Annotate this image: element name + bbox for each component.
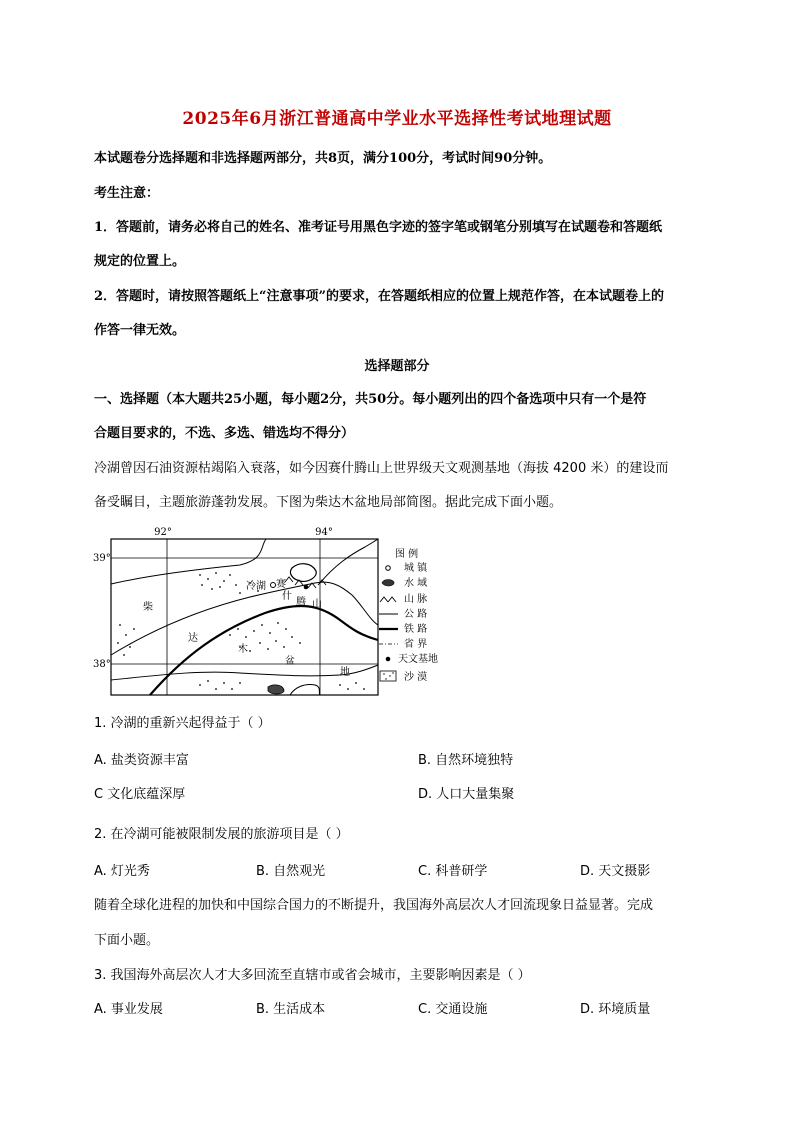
- legend-water-icon: [382, 580, 394, 586]
- qaidam-basin-map: [90, 525, 450, 700]
- question-2-stem: 2. 在冷湖可能被限制发展的旅游项目是（ ）: [94, 827, 349, 842]
- basin-boundary: [111, 539, 266, 584]
- question-3-option-b[interactable]: B. 生活成本: [256, 1002, 326, 1017]
- astronomy-base-marker: [304, 585, 309, 590]
- longitude-label-92: 92°: [154, 527, 172, 538]
- lower-boundary: [111, 665, 378, 680]
- question-3-stem: 3. 我国海外高层次人才大多回流至直辖市或省会城市，主要影响因素是（ ）: [94, 968, 531, 983]
- legend-border: 省 界: [404, 639, 428, 650]
- question-3-option-a[interactable]: A. 事业发展: [94, 1002, 163, 1017]
- passage-1-line-1: 冷湖曾因石油资源枯竭陷入衰落，如今因赛什腾山上世界级天文观测基地（海拔 4200 米）的建设而: [94, 461, 669, 476]
- basin-char-5: 地: [340, 667, 350, 678]
- question-3-option-c[interactable]: C. 交通设施: [418, 1002, 488, 1017]
- lenghu-town-marker: [271, 583, 276, 588]
- question-2-option-b[interactable]: B. 自然观光: [256, 864, 326, 879]
- mountain-char-3: 腾: [296, 597, 306, 608]
- latitude-label-38: 38°: [93, 659, 111, 670]
- lenghu-label: 冷湖: [246, 581, 266, 592]
- passage-1-line-2: 备受瞩目，主题旅游蓬勃发展。下图为柴达木盆地局部简图。据此完成下面小题。: [94, 495, 563, 510]
- passage-2-line-1: 随着全球化进程的加快和中国综合国力的不断提升，我国海外高层次人才回流现象日益显著。完成: [94, 898, 654, 913]
- basin-char-1: 柴: [143, 602, 153, 613]
- mountain-char-2: 什: [282, 591, 292, 602]
- legend-desert: 沙 漠: [404, 672, 428, 683]
- question-2-option-c[interactable]: C. 科普研学: [418, 864, 488, 879]
- south-edge: [290, 684, 320, 695]
- legend-highway: 公 路: [404, 609, 428, 620]
- notice-item-2-line-1: 2．答题时，请按照答题纸上“注意事项”的要求，在答题纸相应的位置上规范作答，在本试题卷上的: [94, 289, 665, 304]
- legend-desert-icon: [380, 671, 396, 681]
- basin-char-3: 木: [238, 644, 248, 655]
- question-1-option-b[interactable]: B. 自然环境独特: [418, 753, 514, 768]
- part1-instruction-line-1: 一、选择题（本大题共25小题，每小题2分，共50分。每小题列出的四个备选项中只有一个是符: [94, 392, 647, 407]
- notice-item-2-line-2: 作答一律无效。: [94, 323, 186, 338]
- legend-mountain: 山 脉: [404, 594, 428, 605]
- question-1-option-c[interactable]: C 文化底蕴深厚: [94, 787, 186, 802]
- legend-water: 水 域: [404, 578, 428, 589]
- mountain-char-1: 赛: [276, 579, 286, 590]
- map-legend: [379, 547, 438, 683]
- question-1-option-a[interactable]: A. 盐类资源丰富: [94, 753, 189, 768]
- highway-branch: [320, 539, 378, 583]
- exam-title: 2025年6月浙江普通高中学业水平选择性考试地理试题: [182, 109, 612, 129]
- lenghu-lake: [290, 564, 316, 582]
- notice-item-1-line-2: 规定的位置上。: [94, 254, 186, 269]
- legend-astronomy-base-icon: [386, 657, 391, 662]
- south-lake: [268, 685, 284, 694]
- longitude-label-94: 94°: [315, 527, 333, 538]
- part1-instruction-line-2: 合题目要求的，不选、多选、错选均不得分）: [94, 426, 355, 441]
- map-frame: [111, 539, 378, 695]
- legend-town: 城 镇: [404, 563, 428, 574]
- mountain-char-4: 山: [312, 599, 322, 610]
- question-2-option-d[interactable]: D. 天文摄影: [580, 864, 651, 879]
- notice-item-1-line-1: 1．答题前，请务必将自己的姓名、准考证号用黑色字迹的签字笔或钢笔分别填写在试题卷和答题纸: [94, 220, 663, 235]
- legend-town-icon: [386, 566, 391, 571]
- notice-heading: 考生注意：: [94, 186, 160, 201]
- legend-title: 图 例: [395, 549, 419, 560]
- passage-2-line-2: 下面小题。: [94, 933, 160, 948]
- question-3-option-d[interactable]: D. 环境质量: [580, 1002, 651, 1017]
- question-1-option-d[interactable]: D. 人口大量集聚: [418, 787, 515, 802]
- basin-char-2: 达: [188, 633, 198, 644]
- legend-railway: 铁 路: [404, 624, 428, 635]
- question-2-option-a[interactable]: A. 灯光秀: [94, 864, 150, 879]
- basin-char-4: 盆: [285, 656, 295, 667]
- latitude-label-39: 39°: [93, 553, 111, 564]
- legend-mountain-icon: [380, 597, 396, 602]
- railway-line: [150, 606, 378, 695]
- section-title: 选择题部分: [364, 359, 430, 374]
- question-1-stem: 1. 冷湖的重新兴起得益于（ ）: [94, 716, 271, 731]
- legend-astronomy-base: 天文基地: [398, 654, 438, 665]
- exam-intro: 本试题卷分选择题和非选择题两部分，共8页，满分100分，考试时间90分钟。: [94, 151, 552, 166]
